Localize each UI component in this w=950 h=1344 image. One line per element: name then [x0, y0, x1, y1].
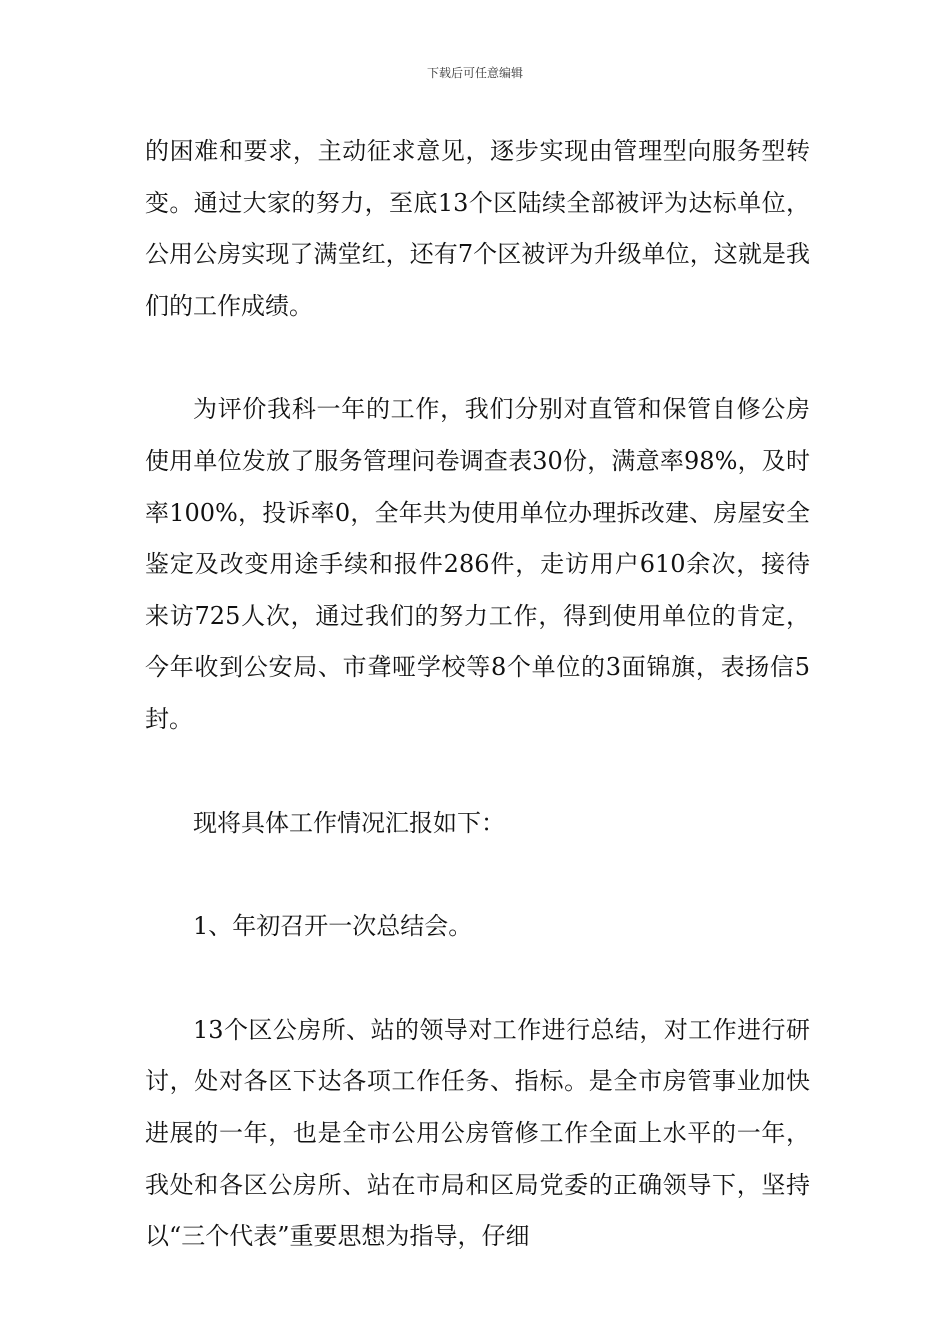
document-body — [145, 126, 810, 1263]
paragraph-spacer — [145, 953, 810, 1005]
page-header: 下载后可任意编辑 — [426, 66, 523, 80]
paragraph-spacer — [145, 746, 810, 798]
paragraph-spacer — [145, 849, 810, 901]
paragraph-spacer — [145, 332, 810, 384]
paragraph-2: 为评价我科一年的工作，我们分别对直管和保管自修公房使用单位发放了服务管理问卷调查表30份，满意率98%，及时率100%，投诉率0，全年共为使用单位办理拆改建、房屋安全鉴定及改变用途手续和报件286件，走访用户610余次，接待来访725人次，通过我们的努力工作，得到使用单位的肯定，今年收到公安局、市聋哑学校等8个单位的3面锦旗，表扬信5封。 — [145, 395, 810, 733]
paragraph-5: 13个区公房所、站的领导对工作进行总结，对工作进行研讨，处对各区下达各项工作任务、指标。是全市房管事业加快进展的一年，也是全市公用公房管修工作全面上水平的一年，我处和各区公房所、站在市局和区局党委的正确领导下，坚持以“三个代表”重要思想为指导，仔细 — [145, 1015, 810, 1251]
paragraph-1: 的困难和要求，主动征求意见，逐步实现由管理型向服务型转变。通过大家的努力，至底13个区陆续全部被评为达标单位，公用公房实现了满堂红，还有7个区被评为升级单位，这就是我们的工作成绩。 — [145, 137, 810, 320]
paragraph-4: 1、年初召开一次总结会。 — [193, 912, 473, 941]
paragraph-3: 现将具体工作情况汇报如下： — [193, 808, 505, 837]
